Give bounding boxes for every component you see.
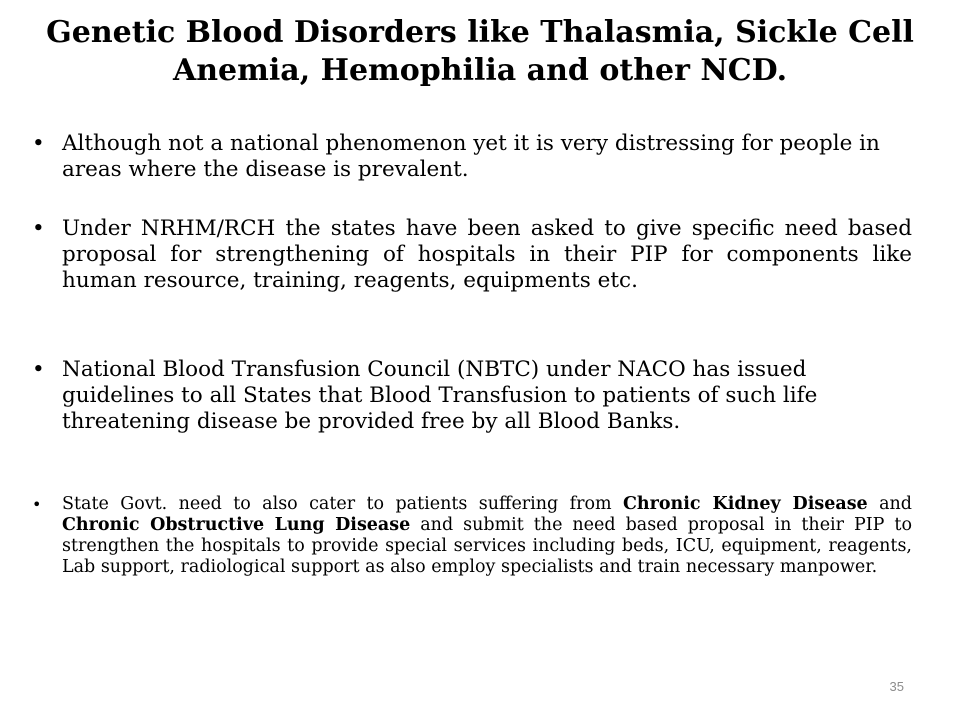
bullet-symbol: • (32, 216, 45, 241)
bullet-text-part: and submit the need based proposal in their PIP to strengthen the hospitals to provide special services including beds, ICU, equipment, reagents, Lab support, radiological support as also employ specialists and train necessary manpower. (62, 515, 912, 577)
bullet-text-part: State Govt. need to also cater to patients suffering from (62, 494, 623, 514)
page-number: 35 (889, 679, 904, 694)
bullet-text: National Blood Transfusion Council (NBTC) under NACO has issued guidelines to all States that Blood Transfusion to patients of such life threatening disease be provided free by all Blood Banks. (62, 357, 818, 434)
bullet-text (62, 494, 912, 578)
slide-title: Genetic Blood Disorders like Thalasmia, Sickle Cell Anemia, Hemophilia and other NCD. (46, 15, 914, 88)
bullet-text-emphasis: Chronic Obstructive Lung Disease (62, 515, 411, 535)
bullet-symbol: • (32, 357, 45, 382)
bullet-symbol: • (32, 495, 42, 514)
bullet-item-1 (32, 131, 912, 183)
bullet-item-4 (32, 494, 912, 578)
bullet-item-3 (32, 357, 912, 435)
bullet-text: Under NRHM/RCH the states have been asked to give specific need based proposal for strengthening of hospitals in their PIP for components like human resource, training, reagents, equipments etc. (62, 216, 912, 293)
bullet-item-2 (32, 216, 912, 294)
bullet-text: Although not a national phenomenon yet it is very distressing for people in areas where the disease is prevalent. (62, 131, 880, 182)
bullet-symbol: • (32, 131, 45, 156)
bullet-text-part: and (867, 494, 912, 514)
bullet-text-emphasis: Chronic Kidney Disease (623, 494, 868, 514)
